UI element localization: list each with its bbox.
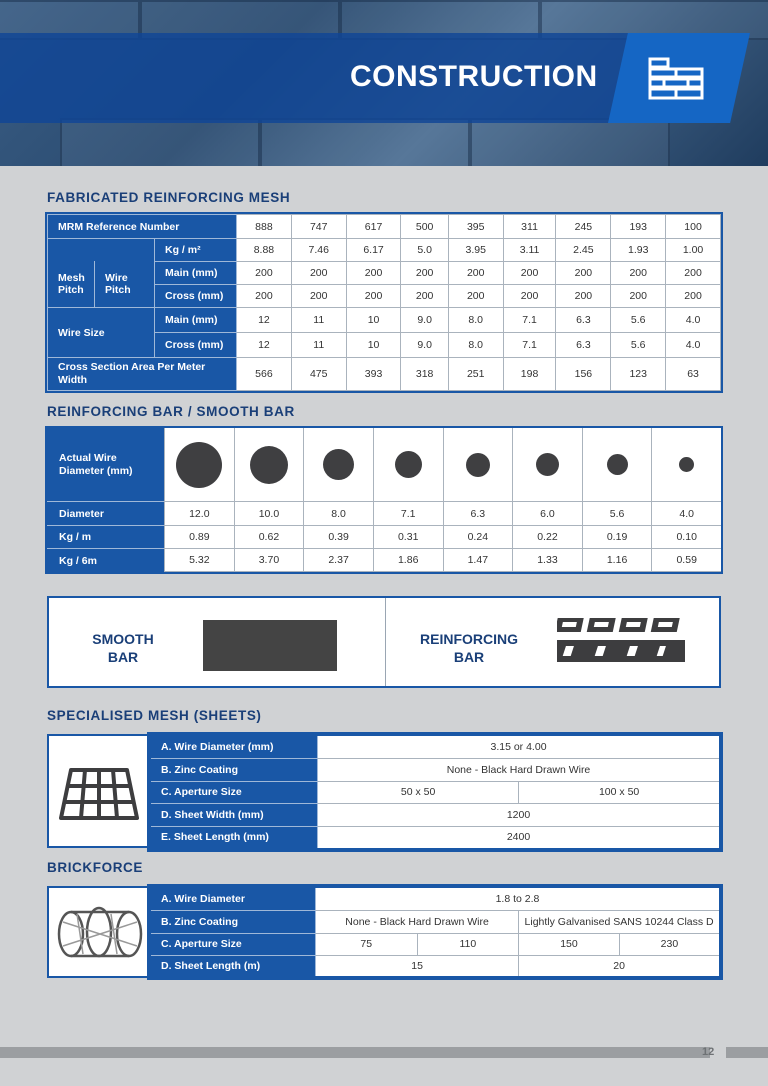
ref-cell: 193 <box>611 215 666 239</box>
brickforce-coil-icon <box>53 902 147 964</box>
wire-cross-section-circle <box>395 451 422 478</box>
size-cross-cell: 12 <box>237 333 292 358</box>
pitch-cross-cell: 200 <box>401 285 448 308</box>
row-label: B. Zinc Coating <box>150 910 315 933</box>
footer-stripe <box>0 1047 710 1058</box>
header-banner <box>0 0 768 166</box>
kg-cell: 8.88 <box>237 239 292 262</box>
kg6-cell: 1.86 <box>373 549 443 572</box>
kg6-label: Kg / 6m <box>59 554 97 567</box>
table-row <box>150 933 720 955</box>
row-label: C. Aperture Size <box>150 781 318 803</box>
diameter-cell: 10.0 <box>234 502 304 526</box>
ref-cell: 500 <box>401 215 448 239</box>
ref-cell: 617 <box>346 215 401 239</box>
brick-wall-icon <box>648 57 704 101</box>
kgm-cell: 0.62 <box>234 526 304 549</box>
wire-diameter-cell <box>512 428 582 502</box>
wire-diameter-cell <box>234 428 304 502</box>
area-cell: 475 <box>291 358 346 391</box>
kg6-cell: 0.59 <box>651 549 721 572</box>
size-cross-cell: 10 <box>346 333 401 358</box>
bar-types-panel <box>47 596 721 688</box>
pitch-main-cell: 200 <box>556 262 611 285</box>
pitch-main-cell: 200 <box>503 262 556 285</box>
kg-cell: 2.45 <box>556 239 611 262</box>
kg-label: Kg / m² <box>155 239 237 262</box>
area-cell: 318 <box>401 358 448 391</box>
kgm-cell: 0.24 <box>443 526 513 549</box>
pitch-main-cell: 200 <box>291 262 346 285</box>
table-row <box>150 758 720 781</box>
actual-diameter-label: Actual Wire Diameter (mm) <box>47 428 164 502</box>
ref-cell: 888 <box>237 215 292 239</box>
area-cell: 393 <box>346 358 401 391</box>
area-cell: 63 <box>666 358 721 391</box>
section-title-special: SPECIALISED MESH (SHEETS) <box>47 708 262 723</box>
value-cell: 20 <box>519 955 720 977</box>
pitch-cross-cell: 200 <box>611 285 666 308</box>
ref-cell: 747 <box>291 215 346 239</box>
kgm-cell: 0.39 <box>303 526 373 549</box>
pitch-cross-cell: 200 <box>448 285 503 308</box>
page-title: CONSTRUCTION <box>350 60 598 93</box>
table-row <box>150 803 720 826</box>
smooth-bar-label: SMOOTH BAR <box>92 631 154 665</box>
rebar-table <box>47 428 721 572</box>
table-row <box>48 239 721 262</box>
wire-size-label: Wire Size <box>48 308 155 358</box>
wire-diameter-cell <box>651 428 721 502</box>
brick-wall-icon-box <box>608 33 750 123</box>
table-row <box>150 910 720 933</box>
row-label: A. Wire Diameter <box>150 887 315 910</box>
diameter-cell: 5.6 <box>582 502 652 526</box>
wire-pitch-label: Wire Pitch <box>105 272 131 296</box>
wire-diameter-cell <box>164 428 234 502</box>
pitch-header <box>48 239 155 308</box>
size-cross-cell: 9.0 <box>401 333 448 358</box>
kgm-cell: 0.10 <box>651 526 721 549</box>
diameter-label: Diameter <box>47 502 164 526</box>
section-title-rebar: REINFORCING BAR / SMOOTH BAR <box>47 404 295 419</box>
value-cell: 2400 <box>318 826 720 849</box>
section-title-brickforce: BRICKFORCE <box>47 860 143 875</box>
size-cross-cell: 5.6 <box>611 333 666 358</box>
kg6-cell: 2.37 <box>303 549 373 572</box>
size-cross-cell: 7.1 <box>503 333 556 358</box>
kg-cell: 7.46 <box>291 239 346 262</box>
row-label: A. Wire Diameter (mm) <box>150 735 318 758</box>
kgm-cell: 0.31 <box>373 526 443 549</box>
value-cell: 3.15 or 4.00 <box>318 735 720 758</box>
kg-cell: 5.0 <box>401 239 448 262</box>
diameter-cell: 6.0 <box>512 502 582 526</box>
kgm-cell: 0.22 <box>512 526 582 549</box>
diameter-cell: 4.0 <box>651 502 721 526</box>
brickforce-image-box <box>47 886 149 978</box>
size-cross-cell: 6.3 <box>556 333 611 358</box>
size-main-cell: 12 <box>237 308 292 333</box>
diameter-cell: 8.0 <box>303 502 373 526</box>
table-row <box>150 887 720 910</box>
section-title-mesh: FABRICATED REINFORCING MESH <box>47 190 291 205</box>
size-main-cell: 7.1 <box>503 308 556 333</box>
ref-cell: 100 <box>666 215 721 239</box>
size-main-cell: 9.0 <box>401 308 448 333</box>
value-cell: 75 <box>315 933 417 955</box>
pitch-main-cell: 200 <box>611 262 666 285</box>
pitch-cross-label: Cross (mm) <box>155 285 237 308</box>
kg6-cell: 1.16 <box>582 549 652 572</box>
row-label: B. Zinc Coating <box>150 758 318 781</box>
size-cross-cell: 8.0 <box>448 333 503 358</box>
reinforcing-bar-image <box>557 612 685 672</box>
pitch-cross-cell: 200 <box>503 285 556 308</box>
row-label: C. Aperture Size <box>150 933 315 955</box>
kg6-cell: 3.70 <box>234 549 304 572</box>
mesh-sheet-image-box <box>47 734 149 848</box>
pitch-main-cell: 200 <box>448 262 503 285</box>
size-main-cell: 8.0 <box>448 308 503 333</box>
special-mesh-table <box>149 734 721 850</box>
pitch-main-cell: 200 <box>346 262 401 285</box>
row-label: E. Sheet Length (mm) <box>150 826 318 849</box>
table-row <box>150 781 720 803</box>
table-row <box>150 955 720 977</box>
pitch-cross-cell: 200 <box>556 285 611 308</box>
size-main-cell: 4.0 <box>666 308 721 333</box>
table-row <box>150 826 720 849</box>
area-cell: 123 <box>611 358 666 391</box>
kg6-cell: 1.47 <box>443 549 513 572</box>
ref-cell: 395 <box>448 215 503 239</box>
wire-diameter-cell <box>303 428 373 502</box>
value-cell: 1200 <box>318 803 720 826</box>
size-main-cell: 5.6 <box>611 308 666 333</box>
pitch-cross-cell: 200 <box>346 285 401 308</box>
diameter-cell: 12.0 <box>164 502 234 526</box>
area-cell: 566 <box>237 358 292 391</box>
table-row <box>48 358 721 391</box>
pitch-main-cell: 200 <box>666 262 721 285</box>
kg-cell: 6.17 <box>346 239 401 262</box>
value-cell: None - Black Hard Drawn Wire <box>318 758 720 781</box>
kg6-cell: 5.32 <box>164 549 234 572</box>
value-cell: 150 <box>519 933 620 955</box>
size-main-cell: 6.3 <box>556 308 611 333</box>
pitch-cross-cell: 200 <box>237 285 292 308</box>
kg-cell: 3.11 <box>503 239 556 262</box>
kg-cell: 1.93 <box>611 239 666 262</box>
area-label: Cross Section Area Per Meter Width <box>48 358 237 391</box>
size-main-cell: 11 <box>291 308 346 333</box>
area-cell: 156 <box>556 358 611 391</box>
wire-cross-section-circle <box>250 446 288 484</box>
ref-cell: 245 <box>556 215 611 239</box>
value-cell: Lightly Galvanised SANS 10244 Class D <box>519 910 720 933</box>
wire-cross-section-circle <box>323 449 354 480</box>
pitch-main-cell: 200 <box>237 262 292 285</box>
value-cell: 110 <box>417 933 519 955</box>
wire-cross-section-circle <box>176 442 222 488</box>
brickforce-table <box>149 886 721 978</box>
size-cross-cell: 11 <box>291 333 346 358</box>
pitch-main-cell: 200 <box>401 262 448 285</box>
wire-cross-section-circle <box>679 457 694 472</box>
reinforcing-bar-label: REINFORCING BAR <box>420 631 518 665</box>
kg-cell: 1.00 <box>666 239 721 262</box>
value-cell: None - Black Hard Drawn Wire <box>315 910 518 933</box>
kgm-cell: 0.19 <box>582 526 652 549</box>
kgm-label: Kg / m <box>47 526 164 549</box>
row-label: D. Sheet Width (mm) <box>150 803 318 826</box>
kgm-cell: 0.89 <box>164 526 234 549</box>
value-cell: 50 x 50 <box>318 781 519 803</box>
wire-cross-section-circle <box>536 453 559 476</box>
mesh-pitch-label: Mesh Pitch <box>48 261 95 307</box>
area-cell: 251 <box>448 358 503 391</box>
table-row <box>150 735 720 758</box>
size-cross-label: Cross (mm) <box>155 333 237 358</box>
value-cell: 1.8 to 2.8 <box>315 887 720 910</box>
value-cell: 100 x 50 <box>519 781 720 803</box>
size-cross-cell: 4.0 <box>666 333 721 358</box>
wire-diameter-cell <box>373 428 443 502</box>
pitch-cross-cell: 200 <box>666 285 721 308</box>
ref-label: MRM Reference Number <box>48 215 237 239</box>
wire-diameter-cell <box>582 428 652 502</box>
pitch-main-label: Main (mm) <box>155 262 237 285</box>
kg6-cell: 1.33 <box>512 549 582 572</box>
pitch-cross-cell: 200 <box>291 285 346 308</box>
diameter-cell: 7.1 <box>373 502 443 526</box>
value-cell: 230 <box>619 933 720 955</box>
wire-diameter-cell <box>443 428 513 502</box>
footer-stripe-end <box>726 1047 768 1058</box>
ref-cell: 311 <box>503 215 556 239</box>
row-label: D. Sheet Length (m) <box>150 955 315 977</box>
table-row <box>48 215 721 239</box>
size-main-cell: 10 <box>346 308 401 333</box>
table-row <box>48 308 721 333</box>
mesh-sheet-icon <box>57 766 141 822</box>
size-main-label: Main (mm) <box>155 308 237 333</box>
value-cell: 15 <box>315 955 518 977</box>
wire-cross-section-circle <box>607 454 628 475</box>
wire-cross-section-circle <box>466 453 490 477</box>
page-number: 12 <box>702 1046 715 1058</box>
mesh-table <box>47 214 721 391</box>
area-cell: 198 <box>503 358 556 391</box>
diameter-cell: 6.3 <box>443 502 513 526</box>
smooth-bar-image <box>203 620 337 671</box>
kg-cell: 3.95 <box>448 239 503 262</box>
